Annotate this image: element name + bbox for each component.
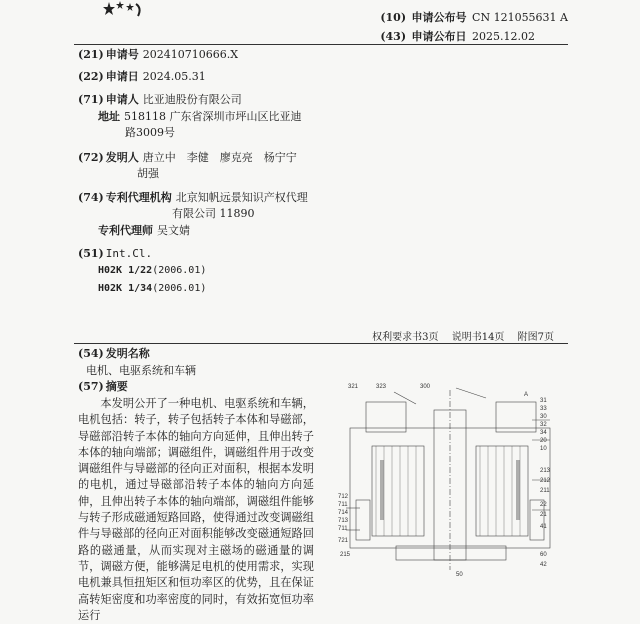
inventors: (72) 发明人 唐立中 李健 廖克亮 杨宁宁	[78, 151, 297, 164]
applicant-address-line2: 路3009号	[125, 126, 175, 139]
abstract-heading: (57) 摘要	[78, 380, 128, 393]
patent-agency: (74) 专利代理机构 北京知帆远景知识产权代理	[78, 191, 308, 204]
invention-title: 电机、电驱系统和车辆	[86, 364, 196, 377]
figure-label: 22	[540, 502, 547, 508]
figure-label: 300	[420, 384, 431, 390]
figure-label: 712	[338, 494, 349, 500]
figure-label: 34	[540, 430, 547, 436]
figure-label: 713	[338, 518, 349, 524]
figure-label: 42	[540, 562, 547, 568]
page-counts: 权利要求书3页 说明书14页 附图7页	[372, 332, 554, 343]
figure-label: 41	[540, 524, 547, 530]
figure-label: 215	[340, 552, 351, 558]
application-date: (22) 申请日 2024.05.31	[78, 70, 206, 83]
figure-label: 323	[376, 384, 387, 390]
figure-label: 321	[348, 384, 359, 390]
figure-label: 32	[540, 422, 547, 428]
application-number: (21) 申请号 202410710666.X	[78, 48, 239, 61]
invention-title-heading: (54) 发明名称	[78, 347, 150, 360]
figure-label: 21	[540, 512, 547, 518]
figure-label: 60	[540, 552, 547, 558]
section-divider	[74, 343, 568, 344]
figure-label: 711	[338, 502, 348, 508]
publication-info	[380, 8, 568, 46]
applicant: (71) 申请人 比亚迪股份有限公司	[78, 93, 242, 106]
publication-number: (10) 申请公布号 CN 121055631 A	[380, 11, 568, 24]
figure-label: 714	[338, 510, 349, 516]
figure-label: 20	[540, 438, 547, 444]
publication-date: (43) 申请公布日 2025.12.02	[380, 30, 536, 43]
int-classification: (51) Int.Cl.	[78, 247, 153, 260]
motor-cross-section-drawing	[336, 380, 566, 580]
figure-label: 212	[540, 478, 551, 484]
ipc-item: H02K 1/22(2006.01)	[98, 265, 207, 276]
patent-agent: 专利代理师 吴文婧	[98, 224, 190, 237]
figure-label: 721	[338, 538, 349, 544]
inventors-line2: 胡强	[137, 167, 159, 180]
figure-label: 211	[540, 488, 550, 494]
figure-label: 213	[540, 468, 551, 474]
applicant-address: 地址 518118 广东省深圳市坪山区比亚迪	[98, 110, 302, 123]
figure-label: 31	[540, 398, 547, 404]
figure-label: 33	[540, 406, 547, 412]
national-emblem-icon	[100, 0, 146, 20]
figure-label: 711	[338, 526, 348, 532]
figure-label: 50	[456, 572, 463, 578]
abstract-text: 本发明公开了一种电机、电驱系统和车辆，电机包括：转子，转子包括转子本体和导磁部，导磁部沿转子本体的轴向方向延伸，且伸出转子本体的轴向端部；调磁组件，调磁组件用于改变调磁组件与导磁部的径向正对面积，根据本发明的电机，通过导磁部沿转子本体的轴向方向延伸，且伸出转子本体的轴向端部，调磁组件能够与转子形成磁通短路回路，使得通过改变调磁组件与导磁部的径向正对面积能够改变磁通短路回路的磁通量，从而实现对主磁场的磁通量的调节，调磁方便，能够满足电机的使用需求，实现电机兼具恒扭矩区和恒功率区的优势，且在保证高转矩密度和功率密度的同时，有效拓宽恒功率运行	[78, 397, 314, 622]
figure-label: 10	[540, 446, 547, 452]
header-divider	[74, 44, 568, 45]
ipc-item: H02K 1/34(2006.01)	[98, 283, 207, 294]
figure-label: A	[524, 392, 529, 398]
figure-label: 30	[540, 414, 547, 420]
patent-agency-line2: 有限公司 11890	[172, 207, 255, 220]
